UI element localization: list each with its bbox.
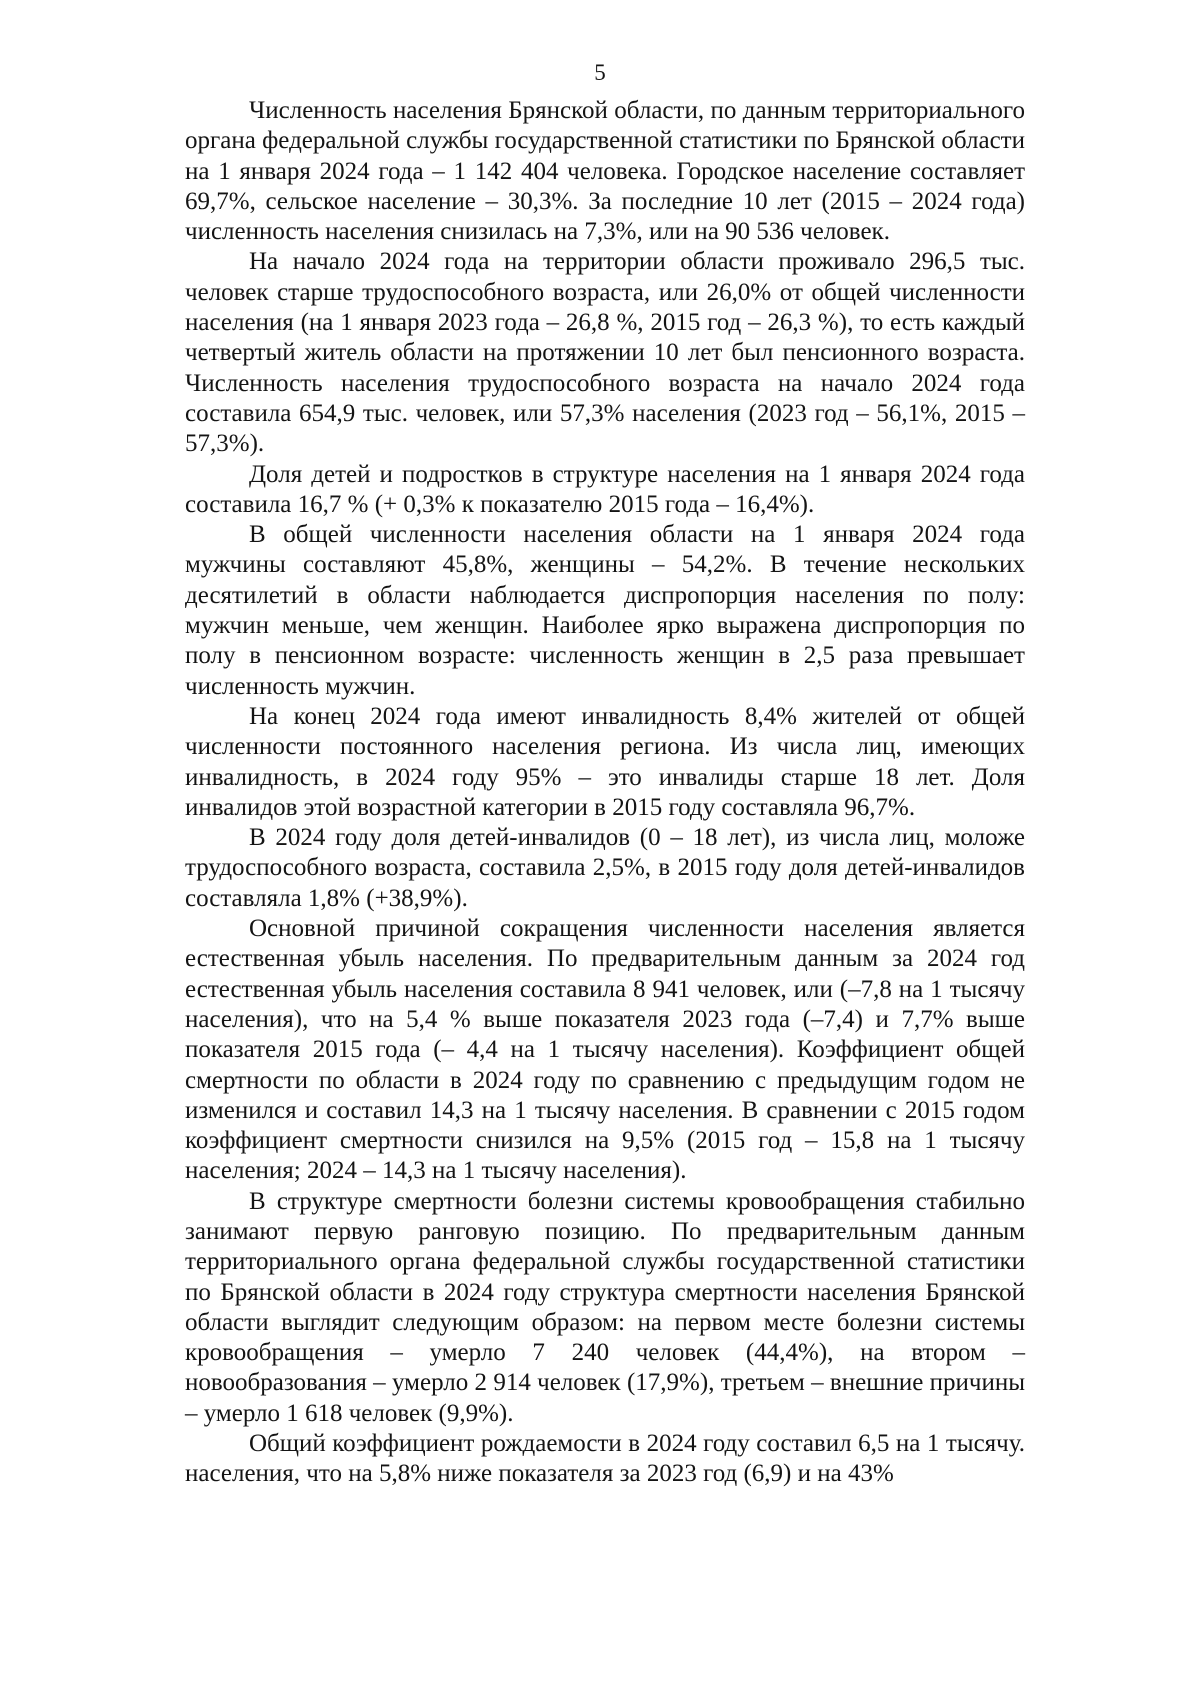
paragraph-age-structure: На начало 2024 года на территории области проживало 296,5 тыс. человек старше трудоспособного возраста, или 26,0% от общей численности населения (на 1 января 2023 года – 26,8 %, 2015 год – 26,3 %), то есть каждый четвертый житель области на протяжении 10 лет был пенсионного возраста. Численность населения трудоспособного возраста на начало 2024 года составила 654,9 тыс. человек, или 57,3% населения (2023 год – 56,1%, 2015 – 57,3%). (185, 248, 1025, 458)
paragraph-disability: На конец 2024 года имеют инвалидность 8,4% жителей от общей численности постоянного населения региона. Из числа лиц, имеющих инвалидность, в 2024 году 95% – это инвалиды старше 18 лет. Доля инвалидов этой возрастной категории в 2015 году составляла 96,7%. (185, 702, 1025, 821)
document-body (185, 96, 1025, 1490)
paragraph-disabled-children: В 2024 году доля детей-инвалидов (0 – 18 лет), из числа лиц, моложе трудоспособного возраста, составила 2,5%, в 2015 году доля детей-инвалидов составляла 1,8% (+38,9%). (185, 824, 1025, 912)
paragraph-natural-decline: Основной причиной сокращения численности населения является естественная убыль населения. По предварительным данным за 2024 год естественная убыль населения составила 8 941 человек, или (–7,8 на 1 тысячу населения), что на 5,4 % выше показателя 2023 года (–7,4) и 7,7% выше показателя 2015 года (– 4,4 на 1 тысячу населения). Коэффициент общей смертности по области в 2024 году по сравнению с предыдущим годом не изменился и составил 14,3 на 1 тысячу населения. В сравнении с 2015 годом коэффициент смертности снизился на 9,5% (2015 год – 15,8 на 1 тысячу населения; 2024 – 14,3 на 1 тысячу населения). (185, 915, 1025, 1185)
paragraph-mortality-structure: В структуре смертности болезни системы кровообращения стабильно занимают первую ранговую позицию. По предварительным данным территориального органа федеральной службы государственной статистики по Брянской области в 2024 году структура смертности населения Брянской области выглядит следующим образом: на первом месте болезни системы кровообращения – умерло 7 240 человек (44,4%), на втором – новообразования – умерло 2 914 человек (17,9%), третьем – внешние причины – умерло 1 618 человек (9,9%). (185, 1187, 1025, 1427)
paragraph-children-share: Доля детей и подростков в структуре населения на 1 января 2024 года составила 16,7 % (+ 0,3% к показателю 2015 года – 16,4%). (185, 460, 1025, 518)
paragraph-gender-ratio: В общей численности населения области на 1 января 2024 года мужчины составляют 45,8%, женщины – 54,2%. В течение нескольких десятилетий в области наблюдается диспропорция населения по полу: мужчин меньше, чем женщин. Наиболее ярко выражена диспропорция по полу в пенсионном возрасте: численность женщин в 2,5 раза превышает численность мужчин. (185, 521, 1025, 700)
paragraph-birth-rate: Общий коэффициент рождаемости в 2024 году составил 6,5 на 1 тысячу. населения, что на 5,8% ниже показателя за 2023 год (6,9) и на 43% (185, 1430, 1025, 1488)
paragraph-population: Численность населения Брянской области, по данным территориального органа федеральной службы государственной статистики по Брянской области на 1 января 2024 года – 1 142 404 человека. Городское население составляет 69,7%, сельское население – 30,3%. За последние 10 лет (2015 – 2024 года) численность населения снизилась на 7,3%, или на 90 536 человек. (185, 97, 1025, 246)
page-number: 5 (594, 60, 606, 85)
